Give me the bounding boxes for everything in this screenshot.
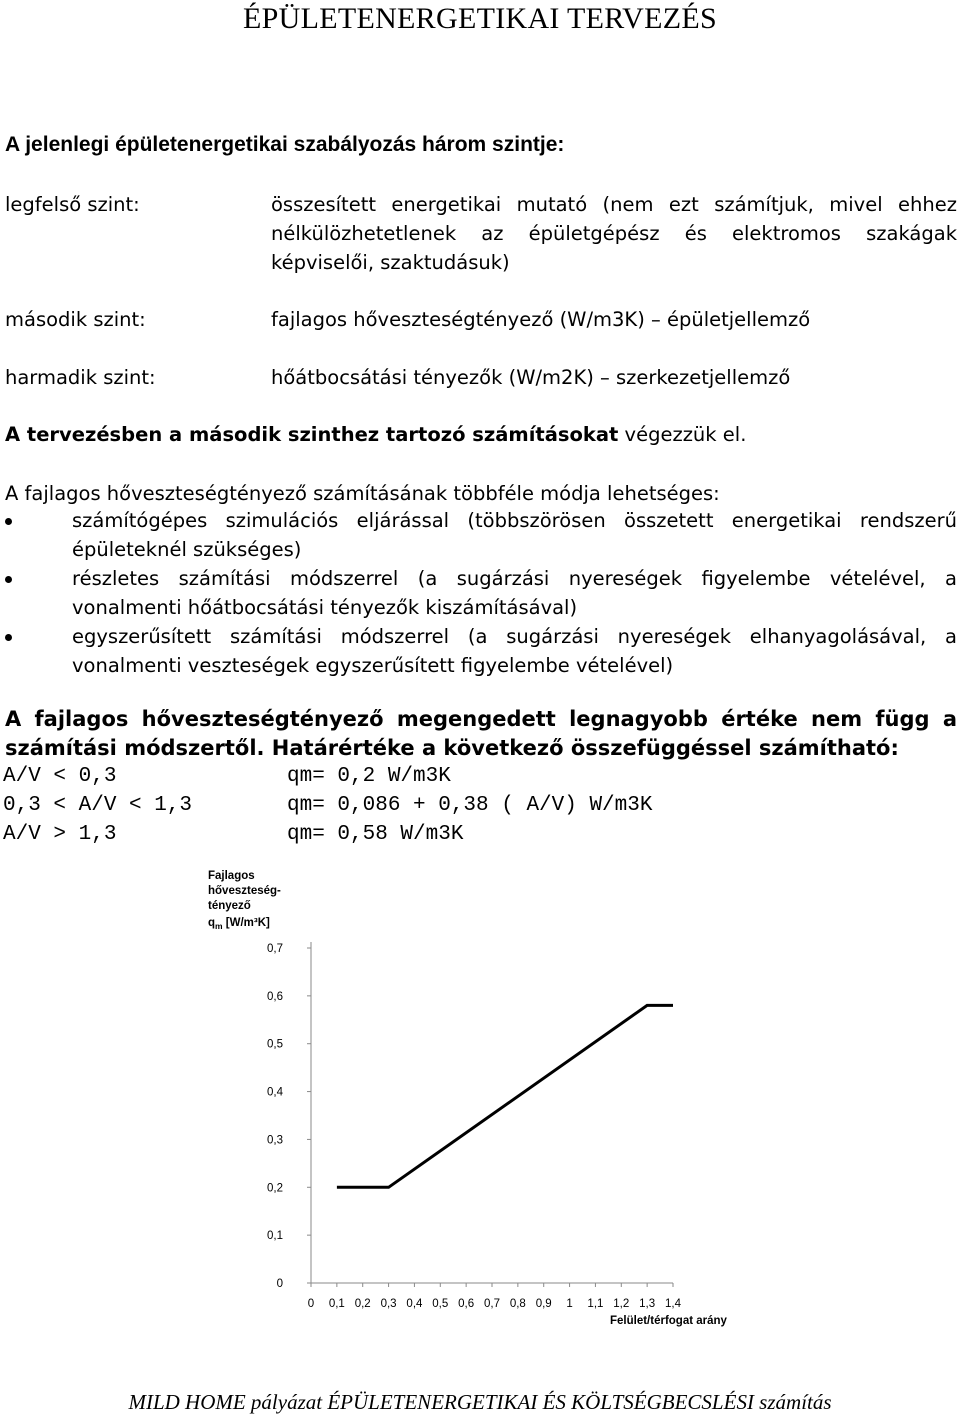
y-tick-label: 0,5 <box>267 1038 283 1051</box>
method-line: épületeknél szükséges) <box>72 538 302 561</box>
chart-series <box>337 1005 673 1187</box>
x-tick-label: 1,3 <box>639 1298 656 1310</box>
bullet-icon <box>5 518 12 525</box>
method-line: vonalmenti veszteségek egyszerűsített figyelembe vételével) <box>72 654 674 677</box>
y-tick-label: 0,1 <box>267 1230 283 1243</box>
formula-value: qm= 0,086 + 0,38 ( A/V) W/m3K <box>287 794 653 817</box>
x-tick-label: 0,4 <box>406 1298 423 1310</box>
y-axis-title-line: hőveszteség- <box>208 885 281 897</box>
level-label-second: második szint: <box>5 308 146 331</box>
design-note-bold: A tervezésben a második szinthez tartozó számításokat <box>5 423 619 446</box>
qm-limit-chart <box>190 860 770 1335</box>
level-desc-top-line2: nélkülözhetetlenek az épületgépész és elektromos szakágak <box>271 222 957 245</box>
y-tick-label: 0,2 <box>267 1182 283 1195</box>
design-note-normal: végezzük el. <box>618 423 747 446</box>
section-heading: A jelenlegi épületenergetikai szabályozás három szintje: <box>5 133 565 156</box>
x-tick-label: 0,9 <box>535 1298 552 1310</box>
level-desc-top-line1: összesített energetikai mutató (nem ezt számítjuk, mivel ehhez <box>271 193 957 216</box>
method-line: számítógépes szimulációs eljárással (többszörösen összetett energetikai rendszerű <box>72 509 957 532</box>
limit-statement-line1: A fajlagos hőveszteségtényező megengedett legnagyobb értéke nem függ a <box>5 707 957 731</box>
y-tick-label: 0,7 <box>267 943 283 955</box>
y-axis-unit-subscript: m <box>215 921 223 931</box>
bullet-icon <box>5 576 12 583</box>
level-desc-third: hőátbocsátási tényezők (W/m2K) – szerkezetjellemző <box>271 366 791 389</box>
formula-value: qm= 0,2 W/m3K <box>287 765 451 788</box>
level-label-third: harmadik szint: <box>5 366 156 389</box>
x-axis-title: Felület/térfogat arány <box>610 1315 727 1327</box>
design-note <box>5 420 746 449</box>
chart-axes <box>311 942 673 1283</box>
y-tick-label: 0,4 <box>267 1086 283 1099</box>
y-axis-unit-symbol: q <box>208 917 216 929</box>
level-desc-top-line3: képviselői, szaktudásuk) <box>271 251 510 274</box>
y-tick-label: 0,6 <box>267 990 283 1003</box>
y-tick-label: 0,3 <box>267 1134 283 1147</box>
bullet-icon <box>5 634 12 641</box>
method-line: egyszerűsített számítási módszerrel (a sugárzási nyereségek elhanyagolásával, a <box>72 625 957 648</box>
level-label-top: legfelső szint: <box>5 193 140 216</box>
x-tick-label: 0,7 <box>484 1298 500 1310</box>
x-tick-label: 0,6 <box>458 1298 475 1310</box>
y-axis-title <box>208 870 281 931</box>
x-tick-label: 1 <box>566 1298 573 1310</box>
formula-value: qm= 0,58 W/m3K <box>287 823 464 846</box>
x-tick-label: 0,3 <box>380 1298 397 1310</box>
x-tick-label: 1,1 <box>587 1298 604 1310</box>
y-axis-unit-tail: [W/m³K] <box>222 917 270 929</box>
x-tick-label: 0,5 <box>432 1298 449 1310</box>
formula-condition: A/V < 0,3 <box>3 765 117 788</box>
page-title: ÉPÜLETENERGETIKAI TERVEZÉS <box>243 2 717 35</box>
x-tick-label: 1,4 <box>665 1298 681 1310</box>
x-tick-label: 1,2 <box>613 1298 630 1310</box>
method-line: vonalmenti hőátbocsátási tényezők kiszámításával) <box>72 596 578 619</box>
x-tick-label: 0,2 <box>354 1298 371 1310</box>
x-tick-label: 0,1 <box>328 1298 345 1310</box>
qm-series-line <box>337 1005 673 1187</box>
y-axis-unit <box>208 917 270 931</box>
x-tick-label: 0 <box>307 1298 315 1310</box>
y-axis-title-line: Fajlagos <box>208 870 255 882</box>
page-footer: MILD HOME pályázat ÉPÜLETENERGETIKAI ÉS KÖLTSÉGBECSLÉSI számítás <box>128 1390 832 1414</box>
methods-intro: A fajlagos hőveszteségtényező számításának többféle módja lehetséges: <box>5 482 720 505</box>
y-tick-label: 0 <box>276 1278 283 1290</box>
y-axis-title-line: tényező <box>208 900 251 912</box>
method-line: részletes számítási módszerrel (a sugárzási nyereségek figyelembe vételével, a <box>72 567 957 590</box>
formula-condition: 0,3 < A/V < 1,3 <box>3 794 193 817</box>
x-tick-label: 0,8 <box>509 1298 526 1310</box>
level-desc-second: fajlagos hőveszteségtényező (W/m3K) – épületjellemző <box>271 308 811 331</box>
limit-statement-line2: számítási módszertől. Határértéke a következő összefüggéssel számítható: <box>5 736 899 760</box>
formula-condition: A/V > 1,3 <box>3 823 117 846</box>
